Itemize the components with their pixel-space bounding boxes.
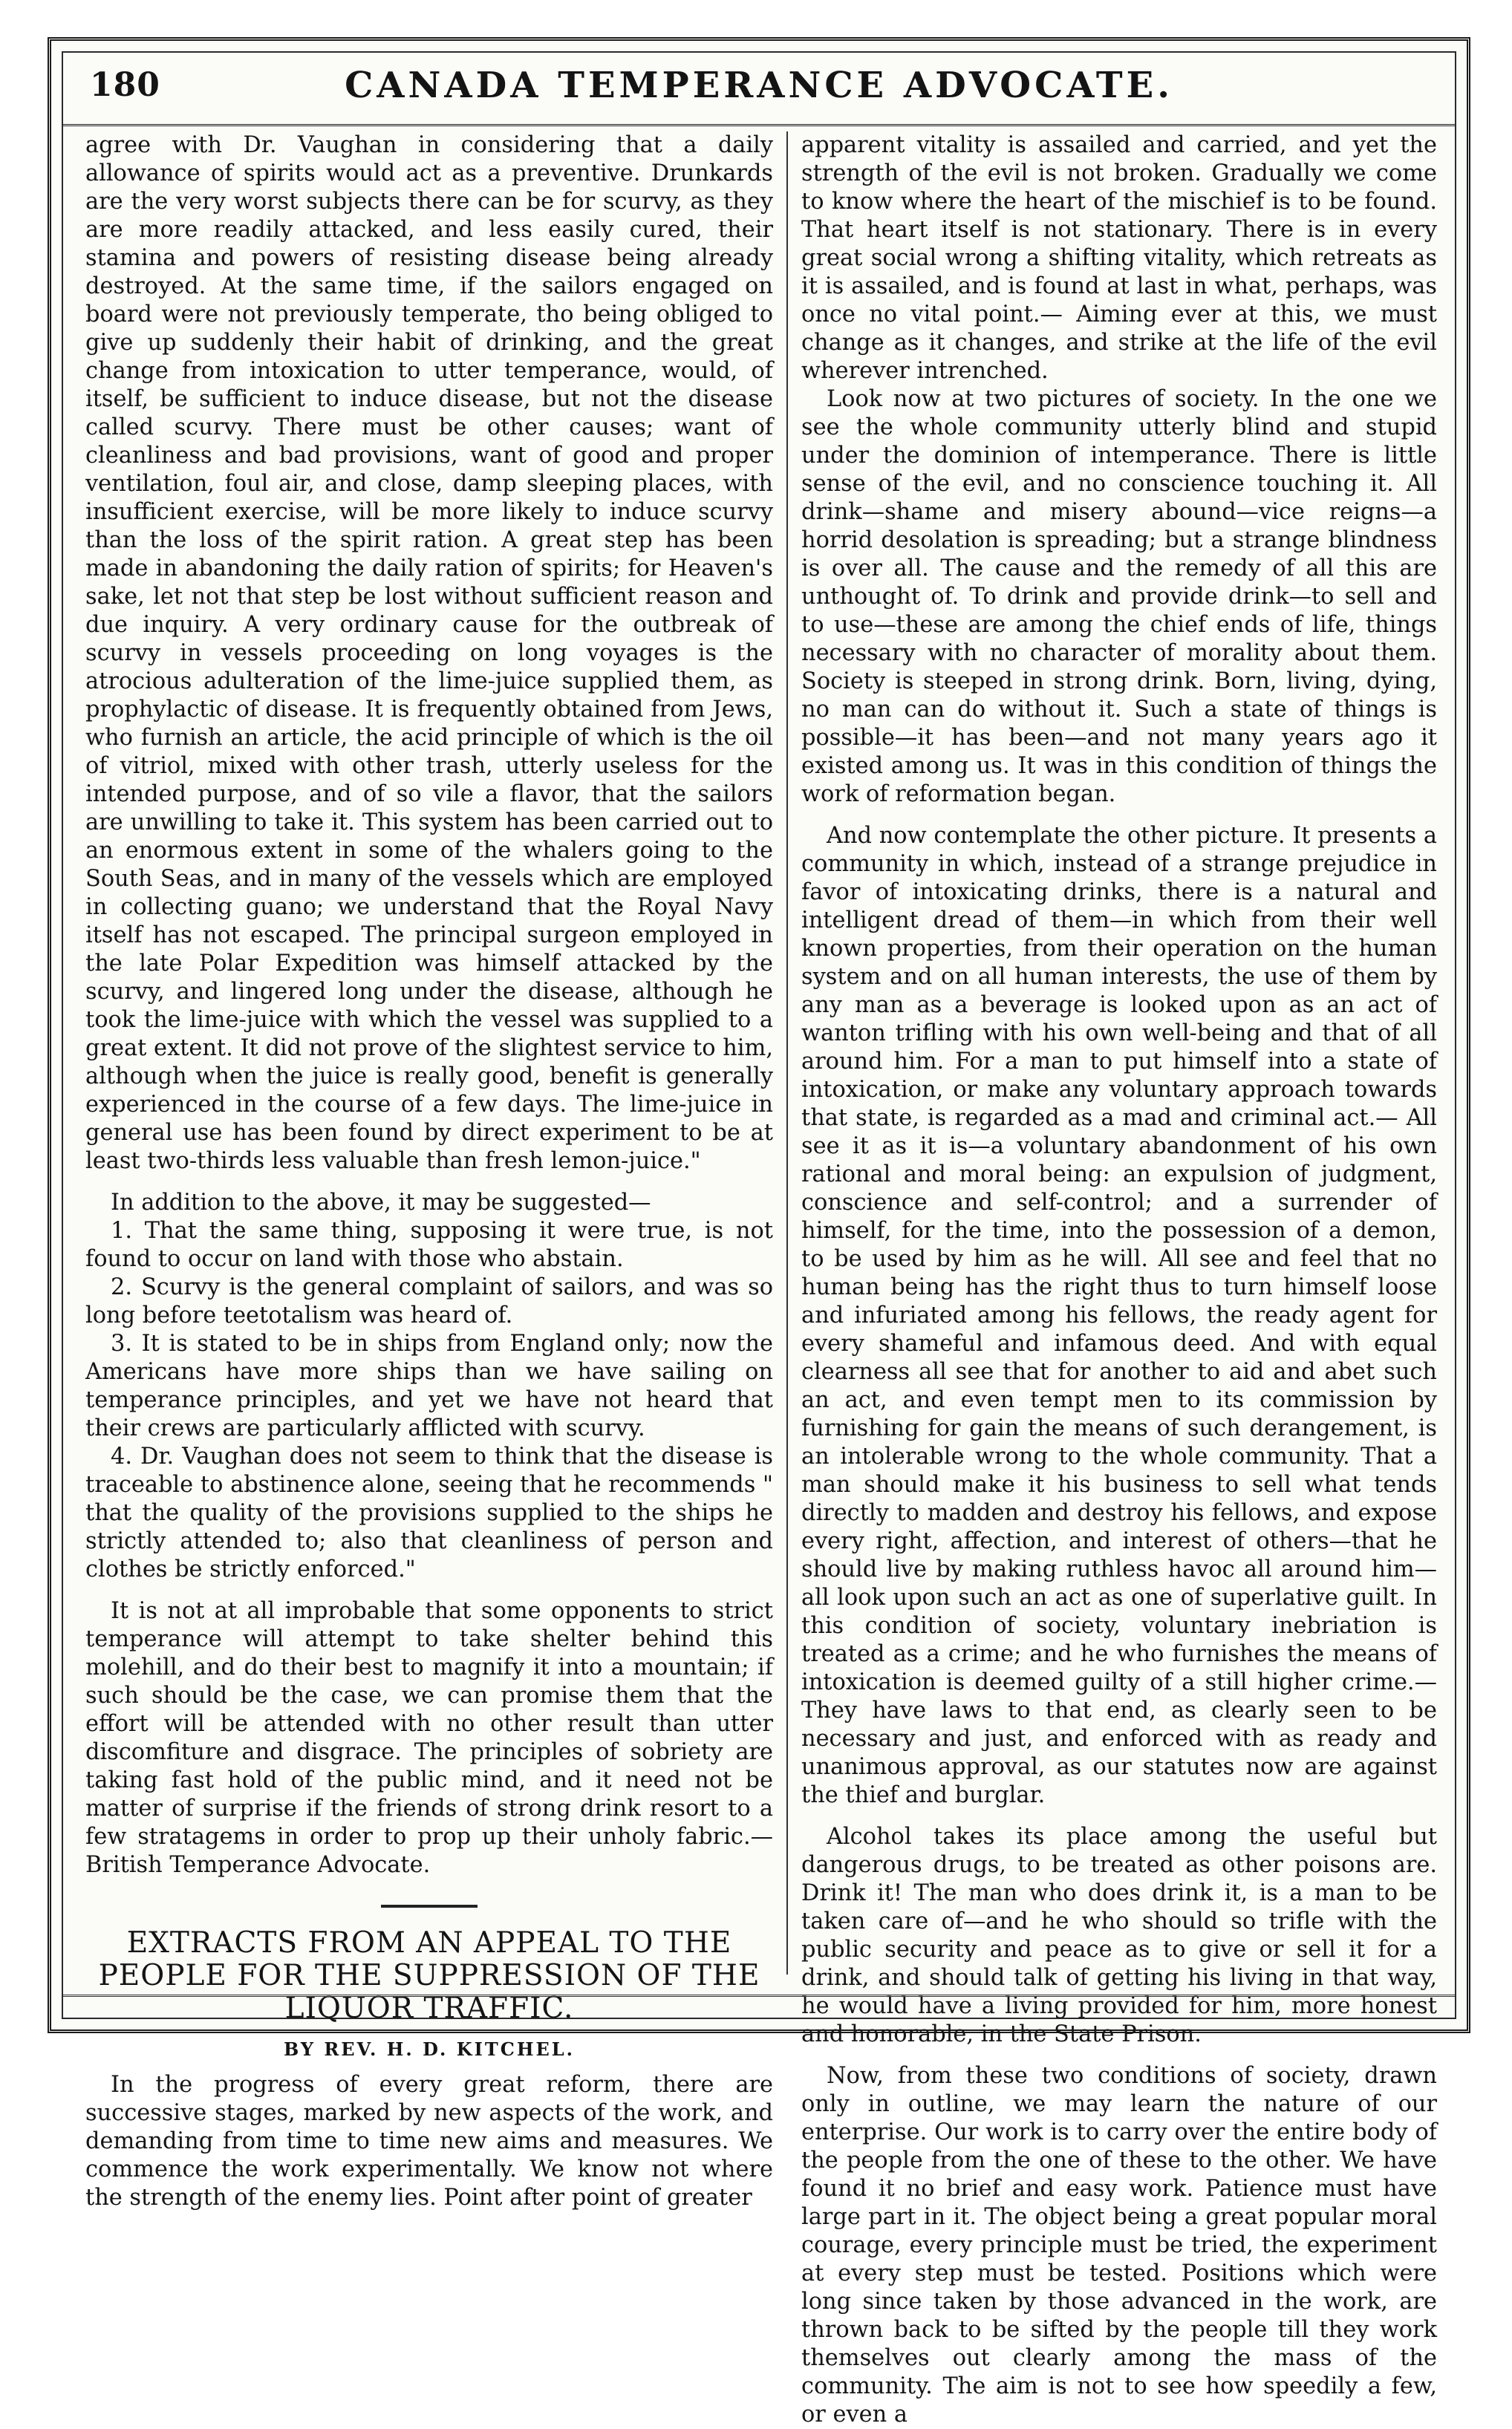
paragraph-point-1: 1. That the same thing, supposing it were true, is not found to occur on land with those who abstain.	[85, 1218, 773, 1272]
article-headline: EXTRACTS FROM AN APPEAL TO THE PEOPLE FOR THE SUPPRESSION OF THE LIQUOR TRAFFIC.	[98, 1926, 760, 2025]
paragraph-conclusion: It is not at all improbable that some opponents to strict temperance will attempt to take shelter behind this molehill, and do their best to magnify it into a mountain; if such should be the case, we can promise them that the effort will be attended with no other result than utter discomfiture and disgrace. The principles of sobriety are taking fast hold of the public mind, and it need not be matter of surprise if the friends of strong drink resort to a few stratagems in order to prop up their unholy fabric.—British Temperance Advocate.	[85, 1598, 773, 1878]
page-header	[63, 53, 1455, 126]
paragraph-alcohol: Alcohol takes its place among the useful but dangerous drugs, to be treated as other poisons are. Drink it! The man who does drink it, is a man to be taken care of—and he who should so trifle with the public security and peace as to give or sell it for a drink, and should talk of getting his living in that way, he would have a living provided for him, more honest and honorable, in the State Prison.	[801, 1824, 1437, 2047]
article-byline: BY REV. H. D. KITCHEL.	[283, 2038, 576, 2060]
article-opening-paragraph: In the progress of every great reform, there are successive stages, marked by new aspects of the work, and demanding from time to time new aims and measures. We commence the work experimentally. We know not where the strength of the enemy lies. Point after point of greater	[85, 2072, 773, 2211]
paragraph-point-3: 3. It is stated to be in ships from England only; now the Americans have more ships than we have sailing on temperance principles, and yet we have not heard that their crews are particularly afflicted with scurvy.	[85, 1331, 773, 1441]
column-divider	[786, 131, 788, 1975]
publication-title: CANADA TEMPERANCE ADVOCATE.	[345, 65, 1173, 106]
section-divider	[381, 1905, 478, 1908]
page-number: 180	[90, 66, 160, 104]
right-column	[801, 131, 1437, 2428]
paragraph-point-2: 2. Scurvy is the general complaint of sailors, and was so long before teetotalism was heard of.	[85, 1274, 773, 1328]
paragraph-two-pictures: Look now at two pictures of society. In the one we see the whole community utterly blind and stupid under the dominion of intemperance. There is little sense of the evil, and no conscience touching it. All drink—shame and misery abound—vice reigns—a horrid desolation is spreading; but a strange blindness is over all. The cause and the remedy of all this are unthought of. To drink and provide drink—to sell and to use—these are among the chief ends of life, things necessary with no character of morality about them. Society is steeped in strong drink. Born, living, dying, no man can do without it. Such a state of things is possible—it has been—and not many years ago it existed among us. It was in this condition of things the work of reformation began.	[801, 386, 1437, 807]
paragraph-enterprise: Now, from these two conditions of society, drawn only in outline, we may learn the nature of our enterprise. Our work is to carry over the entire body of the people from the one of these to the other. We have found it no brief and easy work. Patience must have large part in it. The object being a great popular moral courage, every principle must be tried, the experiment at every step must be tested. Positions which were long since taken by those advanced in the work, are thrown back to be sifted by the people till they work themselves out clearly among the mass of the community. The aim is not to see how speedily a few, or even a	[801, 2063, 1437, 2428]
paragraph-other-picture: And now contemplate the other picture. It presents a community in which, instead of a strange prejudice in favor of intoxicating drinks, there is a natural and intelligent dread of them—in which from their well known properties, from their operation on the human system and on all human interests, the use of them by any man as a beverage is looked upon as an act of wanton trifling with his own well-being and that of all around him. For a man to put himself into a state of intoxication, or make any voluntary approach towards that state, is regarded as a mad and criminal act.— All see it as it is—a voluntary abandonment of his own rational and moral being: an expulsion of judgment, conscience and self-control; and a surrender of himself, for the time, into the possession of a demon, to be used by him as he will. All see and feel that no human being has the right thus to turn himself loose and infuriated among his fellows, the ready agent for every shameful and infamous deed. And with equal clearness all see that for another to aid and abet such an act, and even tempt men to its commission by furnishing for gain the means of such derangement, is an intolerable wrong to the whole community. That a man should make it his business to sell what tends directly to madden and destroy his fellows, and expose every right, affection, and interest of others—that he should live by making ruthless havoc all around him—all look upon such an act as one of superlative guilt. In this condition of society, voluntary inebriation is treated as a crime; and he who furnishes the means of intoxication is deemed guilty of a still higher crime.— They have laws to that end, as clearly seen to be necessary and just, and enforced with as ready and unanimous approval, as our statutes now are against the thief and burglar.	[801, 823, 1437, 1808]
paragraph-suggestions-intro: In addition to the above, it may be suggested—	[111, 1190, 651, 1216]
left-column	[85, 131, 773, 2211]
continued-paragraph: agree with Dr. Vaughan in considering that a daily allowance of spirits would act as a preventive. Drunkards are the very worst subjects there can be for scurvy, as they are more readily attacked, and less easily cured, their stamina and powers of resisting disease being already destroyed. At the same time, if the sailors engaged on board were not previously temperate, tho being obliged to give up suddenly their habit of drinking, and the great change from intoxication to utter temperance, would, of itself, be sufficient to induce disease, but not the disease called scurvy. There must be other causes; want of cleanliness and bad provisions, want of good and proper ventilation, foul air, and close, damp sleeping places, with insufficient exercise, will be more likely to induce scurvy than the loss of the spirit ration. A great step has been made in abandoning the daily ration of spirits; for Heaven's sake, let not that step be lost without sufficient reason and due inquiry. A very ordinary cause for the outbreak of scurvy in vessels proceeding on long voyages is the atrocious adulteration of the lime-juice supplied them, as prophylactic of disease. It is frequently obtained from Jews, who furnish an article, the acid principle of which is the oil of vitriol, mixed with other trash, utterly useless for the intended purpose, and of so vile a flavor, that the sailors are unwilling to take it. This system has been carried out to an enormous extent in some of the whalers going to the South Seas, and in many of the vessels which are employed in collecting guano; we understand that the Royal Navy itself has not escaped. The principal surgeon employed in the late Polar Expedition was himself attacked by the scurvy, and lingered long under the disease, although he took the lime-juice with which the vessel was supplied to a great extent. It did not prove of the slightest service to him, although when the juice is really good, benefit is generally experienced in the course of a few days. The lime-juice in general use has been found by direct experiment to be at least two-thirds less valuable than fresh lemon-juice."	[85, 132, 773, 1174]
continued-paragraph-right: apparent vitality is assailed and carried, and yet the strength of the evil is not broken. Gradually we come to know where the heart of the mischief is to be found. That heart itself is not stationary. There is in every great social wrong a shifting vitality, which retreats as it is assailed, and is found at last in what, perhaps, was once no vital point.— Aiming ever at this, we must change as it changes, and strike at the life of the evil wherever intrenched.	[801, 132, 1437, 384]
newspaper-page	[48, 37, 1470, 2428]
paragraph-point-4: 4. Dr. Vaughan does not seem to think that the disease is traceable to abstinence alone, seeing that he recommends " that the quality of the provisions supplied to the ships he strictly attended to; also that cleanliness of person and clothes be strictly enforced."	[85, 1444, 773, 1582]
page-frame	[62, 51, 1456, 2428]
footer-rule	[63, 1995, 1455, 1997]
